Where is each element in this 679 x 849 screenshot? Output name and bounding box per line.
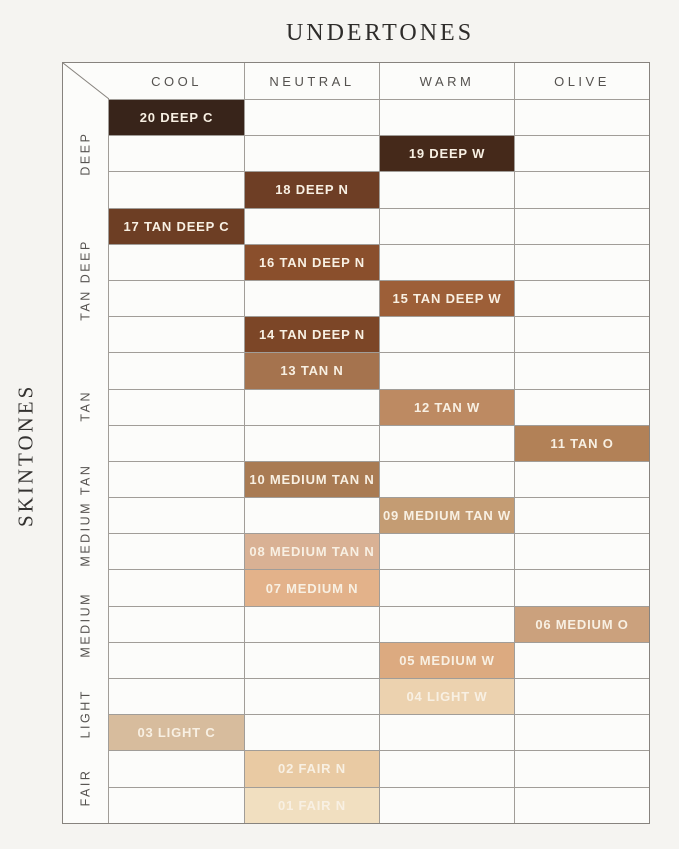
- empty-cell-r15-cool: [109, 606, 244, 642]
- empty-cell-r11-olive: [514, 461, 649, 497]
- column-header-warm: WARM: [379, 63, 514, 99]
- empty-cell-r10-cool: [109, 425, 244, 461]
- diagonal-line: [63, 63, 109, 99]
- y-axis-title: SKINTONES: [13, 383, 38, 527]
- chart-title: UNDERTONES: [285, 20, 475, 46]
- shade-swatch-10-medium-tan-n: [244, 461, 379, 497]
- skintone-group-label-medium: MEDIUM: [78, 591, 93, 657]
- empty-cell-r19-olive: [514, 750, 649, 786]
- empty-cell-r2-cool: [109, 135, 244, 171]
- empty-cell-r10-neutral: [244, 425, 379, 461]
- column-header-neutral: NEUTRAL: [244, 63, 379, 99]
- empty-cell-r8-olive: [514, 352, 649, 388]
- shade-label: 02 FAIR N: [278, 761, 346, 777]
- empty-cell-r9-neutral: [244, 389, 379, 425]
- empty-cell-r14-warm: [379, 569, 514, 605]
- skintone-group-label-deep: DEEP: [78, 131, 93, 176]
- empty-cell-r12-neutral: [244, 497, 379, 533]
- shade-swatch-20-deep-c: [109, 99, 244, 135]
- empty-cell-r9-cool: [109, 389, 244, 425]
- empty-cell-r3-cool: [109, 171, 244, 207]
- empty-cell-r16-olive: [514, 642, 649, 678]
- empty-cell-r8-warm: [379, 352, 514, 388]
- shade-label: 10 MEDIUM TAN N: [249, 471, 375, 487]
- shade-swatch-19-deep-w: [379, 135, 514, 171]
- shade-swatch-02-fair-n: [244, 750, 379, 786]
- shade-label: 16 TAN DEEP N: [258, 254, 365, 270]
- shade-label: 05 MEDIUM W: [399, 652, 495, 668]
- shade-label: 12 TAN W: [413, 399, 481, 415]
- empty-cell-r15-warm: [379, 606, 514, 642]
- empty-cell-r4-neutral: [244, 208, 379, 244]
- shade-swatch-18-deep-n: [244, 171, 379, 207]
- empty-cell-r17-olive: [514, 678, 649, 714]
- empty-cell-r11-warm: [379, 461, 514, 497]
- shade-swatch-05-medium-w: [379, 642, 514, 678]
- empty-cell-r14-olive: [514, 569, 649, 605]
- shade-label: 15 TAN DEEP W: [392, 291, 502, 307]
- empty-cell-r7-olive: [514, 316, 649, 352]
- empty-cell-r2-neutral: [244, 135, 379, 171]
- shade-label: 06 MEDIUM O: [535, 616, 629, 632]
- empty-cell-r3-olive: [514, 171, 649, 207]
- empty-cell-r11-cool: [109, 461, 244, 497]
- empty-cell-r8-cool: [109, 352, 244, 388]
- shade-swatch-09-medium-tan-w: [379, 497, 514, 533]
- shade-label: 07 MEDIUM N: [265, 580, 359, 596]
- empty-cell-r9-olive: [514, 389, 649, 425]
- shade-label: 08 MEDIUM TAN N: [249, 544, 375, 560]
- skintone-group-label-tan: TAN: [78, 390, 93, 423]
- empty-cell-r19-warm: [379, 750, 514, 786]
- empty-cell-r5-warm: [379, 244, 514, 280]
- empty-cell-r1-olive: [514, 99, 649, 135]
- skintone-group-label-medium-tan: MEDIUM TAN: [78, 463, 93, 567]
- empty-cell-r12-olive: [514, 497, 649, 533]
- empty-cell-r20-cool: [109, 787, 244, 823]
- skintone-label-column: [63, 99, 109, 823]
- empty-cell-r20-olive: [514, 787, 649, 823]
- shade-label: 03 LIGHT C: [137, 725, 216, 741]
- empty-cell-r14-cool: [109, 569, 244, 605]
- empty-cell-r6-cool: [109, 280, 244, 316]
- shade-swatch-13-tan-n: [244, 352, 379, 388]
- empty-cell-r19-cool: [109, 750, 244, 786]
- empty-cell-r7-cool: [109, 316, 244, 352]
- empty-cell-r3-warm: [379, 171, 514, 207]
- shade-label: 14 TAN DEEP N: [258, 327, 365, 343]
- shade-swatch-17-tan-deep-c: [109, 208, 244, 244]
- column-header-olive: OLIVE: [514, 63, 649, 99]
- empty-cell-r18-olive: [514, 714, 649, 750]
- empty-cell-r10-warm: [379, 425, 514, 461]
- empty-cell-r4-olive: [514, 208, 649, 244]
- empty-cell-r12-cool: [109, 497, 244, 533]
- shade-label: 04 LIGHT W: [406, 689, 488, 705]
- column-header-cool: COOL: [151, 73, 202, 89]
- empty-cell-r16-cool: [109, 642, 244, 678]
- empty-cell-r13-warm: [379, 533, 514, 569]
- empty-cell-r1-neutral: [244, 99, 379, 135]
- empty-cell-r2-olive: [514, 135, 649, 171]
- empty-cell-r18-warm: [379, 714, 514, 750]
- shade-swatch-01-fair-n: [244, 787, 379, 823]
- empty-cell-r15-neutral: [244, 606, 379, 642]
- shade-swatch-03-light-c: [109, 714, 244, 750]
- shade-label: 19 DEEP W: [408, 146, 486, 162]
- skintone-group-label-light: LIGHT: [78, 689, 93, 740]
- shade-label: 18 DEEP N: [275, 182, 349, 198]
- skintone-group-label-tan-deep: TAN DEEP: [78, 239, 93, 321]
- shade-swatch-08-medium-tan-n: [244, 533, 379, 569]
- empty-cell-r5-cool: [109, 244, 244, 280]
- empty-cell-r20-warm: [379, 787, 514, 823]
- shade-label: 09 MEDIUM TAN W: [382, 508, 512, 524]
- empty-cell-r17-neutral: [244, 678, 379, 714]
- shade-label: 13 TAN N: [280, 363, 344, 379]
- shade-label: 11 TAN O: [550, 435, 614, 451]
- empty-cell-r6-olive: [514, 280, 649, 316]
- empty-cell-r6-neutral: [244, 280, 379, 316]
- shade-swatch-04-light-w: [379, 678, 514, 714]
- shade-swatch-07-medium-n: [244, 569, 379, 605]
- shade-swatch-11-tan-o: [514, 425, 649, 461]
- shade-matrix: [62, 62, 650, 824]
- shade-swatch-15-tan-deep-w: [379, 280, 514, 316]
- empty-cell-r1-warm: [379, 99, 514, 135]
- empty-cell-r13-cool: [109, 533, 244, 569]
- empty-cell-r13-olive: [514, 533, 649, 569]
- empty-cell-r17-cool: [109, 678, 244, 714]
- empty-cell-r5-olive: [514, 244, 649, 280]
- empty-cell-r16-neutral: [244, 642, 379, 678]
- empty-cell-r7-warm: [379, 316, 514, 352]
- skintone-group-label-fair: FAIR: [78, 767, 93, 806]
- shade-swatch-14-tan-deep-n: [244, 316, 379, 352]
- shade-swatch-16-tan-deep-n: [244, 244, 379, 280]
- corner-cell: [63, 63, 109, 99]
- shade-label: 01 FAIR N: [278, 797, 346, 813]
- empty-cell-r4-warm: [379, 208, 514, 244]
- empty-cell-r18-neutral: [244, 714, 379, 750]
- shade-label: 20 DEEP C: [139, 110, 214, 126]
- shade-swatch-12-tan-w: [379, 389, 514, 425]
- shade-swatch-06-medium-o: [514, 606, 649, 642]
- shade-label: 17 TAN DEEP C: [123, 218, 230, 234]
